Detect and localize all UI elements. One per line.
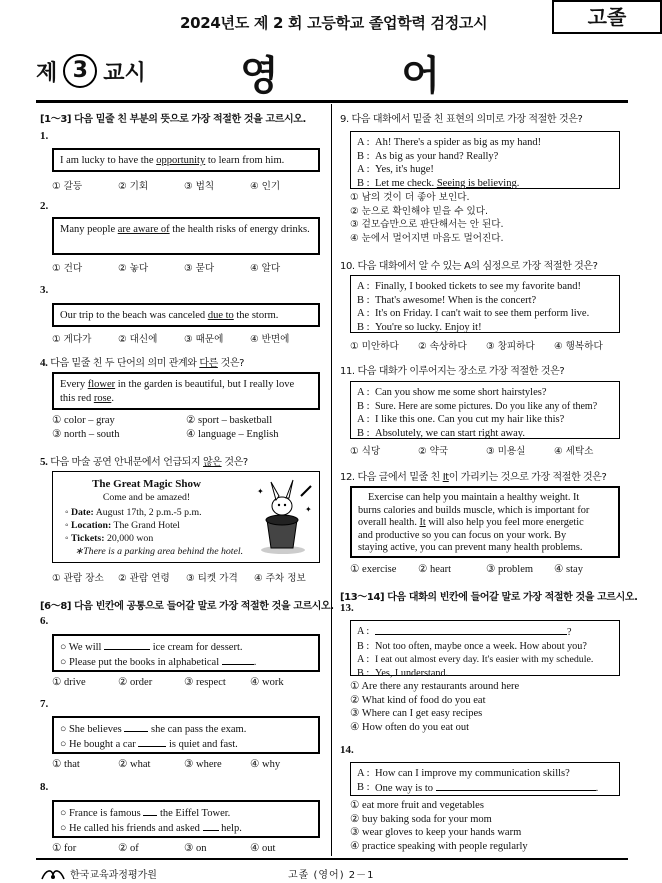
q10-option[interactable]: ② 속상하다: [418, 341, 467, 352]
q13-dialogue: [350, 620, 620, 679]
q5-option[interactable]: ④ 주차 정보: [254, 573, 306, 584]
q11-option[interactable]: ④ 세탁소: [554, 446, 594, 457]
q12-passage-line: burns calories and builds muscle, which is important for: [358, 504, 590, 516]
q7-option[interactable]: ② what: [118, 759, 151, 770]
q13-option[interactable]: ④ How often do you eat out: [350, 721, 470, 733]
grade-badge: 고졸: [552, 0, 662, 34]
q1-option[interactable]: ① 갈등: [52, 181, 83, 192]
q5-question-text: 다음 마술 공연 안내문에서 언급되지: [50, 457, 204, 468]
q12-passage-line: and productive so you can focus on your work. By: [358, 529, 567, 541]
q8-line2-end: help.: [218, 823, 242, 834]
q1-underlined: opportunity: [156, 155, 206, 166]
q9-line: B : Let me check. Seeing is believing.: [357, 177, 520, 189]
kice-logo-icon: [40, 867, 66, 881]
q12-option[interactable]: ④ stay: [554, 564, 583, 575]
q10-question: 10. 다음 대화에서 알 수 있는 A의 심정으로 가장 적절한 것은?: [340, 261, 598, 272]
q6-option[interactable]: ① drive: [52, 677, 86, 688]
q6-blank: [222, 655, 254, 665]
q4-option[interactable]: ② sport – basketball: [186, 415, 273, 426]
q4-question-underlined: 다른: [199, 358, 218, 369]
q9-options: [350, 191, 504, 245]
svg-text:✦: ✦: [257, 487, 264, 496]
q14-dialogue: [350, 762, 620, 796]
footer-page-number: 고졸 (영어) 2－1: [288, 870, 375, 881]
q8-options: [52, 842, 275, 854]
q2-text: Many people: [60, 224, 118, 235]
q3-option[interactable]: ③ 때문에: [184, 334, 224, 345]
q13-option[interactable]: ① Are there any restaurants around here: [350, 681, 520, 692]
q3-text: Our trip to the beach was canceled: [60, 310, 208, 321]
q8-line2: ○ He called his friends and asked: [60, 823, 203, 834]
subject-char-2: 어: [401, 53, 440, 99]
q4-line2-end: .: [111, 393, 114, 404]
q1-box: [52, 148, 320, 172]
q12-option[interactable]: ① exercise: [350, 564, 397, 575]
q3-option[interactable]: ② 대신에: [118, 334, 158, 345]
q11-dialogue: [350, 381, 620, 439]
q4-question: [40, 354, 244, 369]
q5-question-end: 것은?: [221, 457, 248, 468]
q5-option[interactable]: ② 관람 연령: [118, 573, 170, 584]
q3-option[interactable]: ④ 반면에: [250, 334, 290, 345]
q9-option[interactable]: ② 눈으로 확인해야 믿을 수 있다.: [350, 205, 489, 217]
q11-line: B : Absolutely, we can start right away.: [357, 427, 525, 439]
q7-line2-end: is quiet and fast.: [166, 739, 238, 750]
q10-option[interactable]: ④ 행복하다: [554, 341, 603, 352]
q4-line1: Every: [60, 379, 88, 390]
q1-options: [52, 178, 280, 192]
q11-line: A : I like this one. Can you cut my hair like this?: [357, 414, 565, 425]
q2-options: [52, 260, 280, 274]
q9-dialogue: [350, 131, 620, 189]
q13-blank: [375, 625, 567, 635]
q7-options: [52, 758, 280, 770]
q3-number: 3.: [40, 284, 49, 296]
subject-title: [240, 44, 440, 101]
q7-blank: [138, 737, 166, 747]
q3-option[interactable]: ① 게다가: [52, 334, 92, 345]
q7-option[interactable]: ③ where: [184, 759, 222, 770]
poster-subtitle: Come and be amazed!: [102, 492, 191, 503]
q12-underlined: It: [419, 517, 426, 529]
q13-line: A : I eat out almost every day. It's easier with my schedule.: [357, 654, 594, 665]
q6-number: 6.: [40, 615, 49, 627]
q7-line1: ○ She believes: [60, 724, 125, 735]
q14-line: B : One way is to .: [357, 781, 599, 794]
q4-options: [52, 414, 320, 440]
q4-line1-underlined: flower: [87, 379, 116, 390]
footer-logo: [40, 866, 157, 881]
q7-option[interactable]: ④ why: [250, 759, 281, 770]
q2-number: 2.: [40, 200, 49, 212]
q5-question: [40, 453, 248, 468]
q1-option[interactable]: ③ 법칙: [184, 181, 215, 192]
top-rule: [36, 100, 628, 103]
q6-blank: [104, 640, 150, 650]
q3-underlined: due to: [207, 310, 234, 321]
q10-dialogue: [350, 275, 620, 333]
q11-line: A : Can you show me some short hairstyles?: [357, 387, 547, 398]
q9-option[interactable]: ① 남의 것이 더 좋아 보인다.: [350, 192, 470, 203]
q4-option[interactable]: ③ north – south: [52, 429, 120, 440]
q3-box: [52, 303, 320, 327]
q5-option[interactable]: ① 관람 장소: [52, 573, 104, 584]
q4-number: 4.: [40, 357, 48, 369]
q12-passage-line: staying active, you can prevent many health problems.: [358, 542, 583, 554]
q8-box: [52, 800, 320, 838]
q14-option[interactable]: ① eat more fruit and vegetables: [350, 800, 484, 811]
q9-question: 9. 다음 대화에서 밑줄 친 표현의 의미로 가장 적절한 것은?: [340, 114, 583, 125]
svg-text:✦: ✦: [305, 505, 312, 514]
q8-line1-end: the Eiffel Tower.: [157, 808, 231, 819]
poster-title: The Great Magic Show: [92, 478, 201, 490]
q14-number: 14.: [340, 744, 354, 756]
q13-option[interactable]: ② What kind of food do you eat: [350, 694, 486, 706]
q14-line: A : How can I improve my communication skills?: [357, 768, 570, 779]
q8-option[interactable]: ① for: [52, 843, 77, 854]
exam-title: 2024년도 제 2 회 고등학교 졸업학력 검정고시: [180, 14, 488, 32]
q11-option[interactable]: ② 약국: [418, 446, 449, 457]
q1-text-end: to learn from him.: [205, 155, 285, 166]
q12-question: 12. 다음 글에서 밑줄 친 It이 가리키는 것으로 가장 적절한 것은?: [340, 472, 607, 483]
bottom-rule: [36, 858, 628, 860]
q7-blank: [124, 722, 148, 732]
q1-option[interactable]: ④ 인기: [250, 181, 281, 192]
q4-line2: this red: [60, 393, 94, 404]
q8-blank: [203, 821, 219, 831]
q14-options: [350, 799, 528, 853]
q10-option[interactable]: ① 미안하다: [350, 341, 399, 352]
section-header-6-8: [6～8] 다음 빈칸에 공통으로 들어갈 말로 가장 적절한 것을 고르시오.: [40, 601, 334, 612]
q6-line2-end: .: [253, 657, 257, 668]
q4-line1-end: in the garden is beautiful, but I really love: [115, 379, 295, 390]
q10-option[interactable]: ③ 창피하다: [486, 341, 535, 352]
q12-options: [350, 563, 583, 575]
q8-option[interactable]: ④ out: [250, 843, 276, 854]
section-header-1-3: [1～3] 다음 밑줄 친 부분의 뜻으로 가장 적절한 것을 고르시오.: [40, 114, 306, 125]
q5-poster: [52, 471, 320, 563]
q12-option[interactable]: ③ problem: [486, 564, 534, 575]
q9-option[interactable]: ③ 겉모습만으로 판단해서는 안 된다.: [350, 219, 504, 231]
q1-text: I am lucky to have the: [60, 155, 157, 166]
q11-line: B : Sure. Here are some pictures. Do you like any of them?: [357, 400, 598, 412]
q4-option[interactable]: ④ language – English: [186, 429, 279, 440]
poster-tickets: ◦ Tickets: 20,000 won: [65, 533, 154, 544]
q1-option[interactable]: ② 기회: [118, 181, 149, 192]
column-divider: [331, 104, 332, 856]
q10-line: B : You're so lucky. Enjoy it!: [357, 321, 482, 333]
q4-box: [52, 372, 320, 410]
q10-line: A : It's on Friday. I can't wait to see them perform live.: [357, 308, 590, 319]
q7-line1-end: she can pass the exam.: [148, 724, 247, 735]
q4-line2-underlined: rose: [93, 393, 112, 404]
q6-options: [52, 676, 284, 688]
q6-option[interactable]: ③ respect: [184, 677, 226, 688]
q3-text-end: the storm.: [233, 310, 279, 321]
q12-passage: [350, 486, 620, 558]
period-prefix: 제: [36, 60, 58, 86]
q2-option[interactable]: ① 건다: [52, 263, 83, 274]
q2-option[interactable]: ③ 묻다: [184, 263, 215, 274]
q9-line: A : Yes, it's huge!: [357, 164, 434, 175]
q11-question: 11. 다음 대화가 이루어지는 장소로 가장 적절한 것은?: [340, 366, 565, 377]
q6-box: [52, 634, 320, 672]
q13-line: A : ?: [357, 626, 572, 638]
q8-number: 8.: [40, 781, 49, 793]
poster-date: ◦ Date: August 17th, 2 p.m.-5 p.m.: [65, 507, 202, 518]
q14-option[interactable]: ② buy baking soda for your mom: [350, 813, 492, 825]
q11-option[interactable]: ③ 미용실: [486, 446, 526, 457]
q8-line1: ○ France is famous: [60, 808, 144, 819]
q2-option[interactable]: ② 놓다: [118, 263, 149, 274]
q7-line2: ○ He bought a car: [60, 739, 139, 750]
q13-number: 13.: [340, 602, 354, 614]
q4-option[interactable]: ① color – gray: [52, 415, 115, 426]
q2-box: [52, 217, 320, 255]
q10-options: [350, 338, 603, 352]
period-number: 3: [63, 54, 97, 88]
section-header-13-14: [13～14] 다음 대화의 빈칸에 들어갈 말로 가장 적절한 것을 고르시오.: [340, 592, 638, 603]
q6-option[interactable]: ② order: [118, 677, 153, 688]
q13-options: [350, 680, 519, 734]
q13-option[interactable]: ③ Where can I get easy recipes: [350, 708, 483, 720]
q9-line: B : As big as your hand? Really?: [357, 150, 499, 162]
q11-options: [350, 443, 593, 457]
q7-box: [52, 716, 320, 754]
q9-line: A : Ah! There's a spider as big as my hand!: [357, 137, 542, 148]
q13-line: B : Yes, I understand.: [357, 667, 449, 679]
q7-number: 7.: [40, 698, 49, 710]
q6-line2: ○ Please put the books in alphabetical: [60, 657, 222, 668]
q13-line: B : Not too often, maybe once a week. How about you?: [357, 640, 587, 652]
q12-option[interactable]: ② heart: [418, 564, 452, 575]
q9-option[interactable]: ④ 눈에서 멀어지면 마음도 멀어진다.: [350, 232, 504, 244]
q6-line1: ○ We will: [60, 642, 105, 653]
q5-question-underlined: 않은: [203, 457, 222, 468]
poster-note: ∗There is a parking area behind the hotel.: [75, 546, 244, 557]
q8-option[interactable]: ② of: [118, 843, 139, 854]
q5-number: 5.: [40, 456, 48, 468]
q12-question-underlined: It: [442, 472, 449, 483]
footer-org-name: 한국교육과정평가원: [70, 870, 157, 881]
q9-underlined: Seeing is believing: [436, 177, 517, 189]
subject-char-1: 영: [240, 53, 279, 99]
period-suffix: 교시: [103, 60, 146, 86]
q6-line1-end: ice cream for dessert.: [150, 642, 243, 653]
q5-option[interactable]: ③ 티켓 가격: [186, 573, 238, 584]
q4-question-end: 것은?: [217, 358, 245, 369]
q12-passage-line: overall health. It will also help you feel more energetic: [358, 517, 584, 529]
q14-option[interactable]: ③ wear gloves to keep your hands warm: [350, 827, 522, 839]
q8-blank: [143, 806, 157, 816]
q6-option[interactable]: ④ work: [250, 677, 284, 688]
q11-option[interactable]: ① 식당: [350, 446, 381, 457]
q4-question-text: 다음 밑줄 친 두 단어의 의미 관계와: [50, 358, 200, 369]
q7-option[interactable]: ① that: [52, 759, 80, 770]
q2-text-end: the health risks of energy drinks.: [169, 224, 310, 235]
q8-option[interactable]: ③ on: [184, 843, 207, 854]
q10-line: A : Finally, I booked tickets to see my favorite band!: [357, 281, 582, 292]
q10-line: B : That's awesome! When is the concert?: [357, 294, 537, 306]
q12-passage-line: Exercise can help you maintain a healthy weight. It: [368, 492, 580, 503]
q14-option[interactable]: ④ practice speaking with people regularly: [350, 840, 528, 852]
period-label: [36, 54, 146, 88]
q5-options: [52, 570, 306, 584]
q14-blank: [436, 781, 596, 791]
magic-hat-rabbit-icon: [249, 476, 315, 556]
q2-option[interactable]: ④ 알다: [250, 263, 281, 274]
q1-number: 1.: [40, 130, 49, 142]
q3-options: [52, 331, 289, 345]
poster-location: ◦ Location: The Grand Hotel: [65, 520, 180, 531]
q2-underlined: are aware of: [117, 224, 170, 235]
